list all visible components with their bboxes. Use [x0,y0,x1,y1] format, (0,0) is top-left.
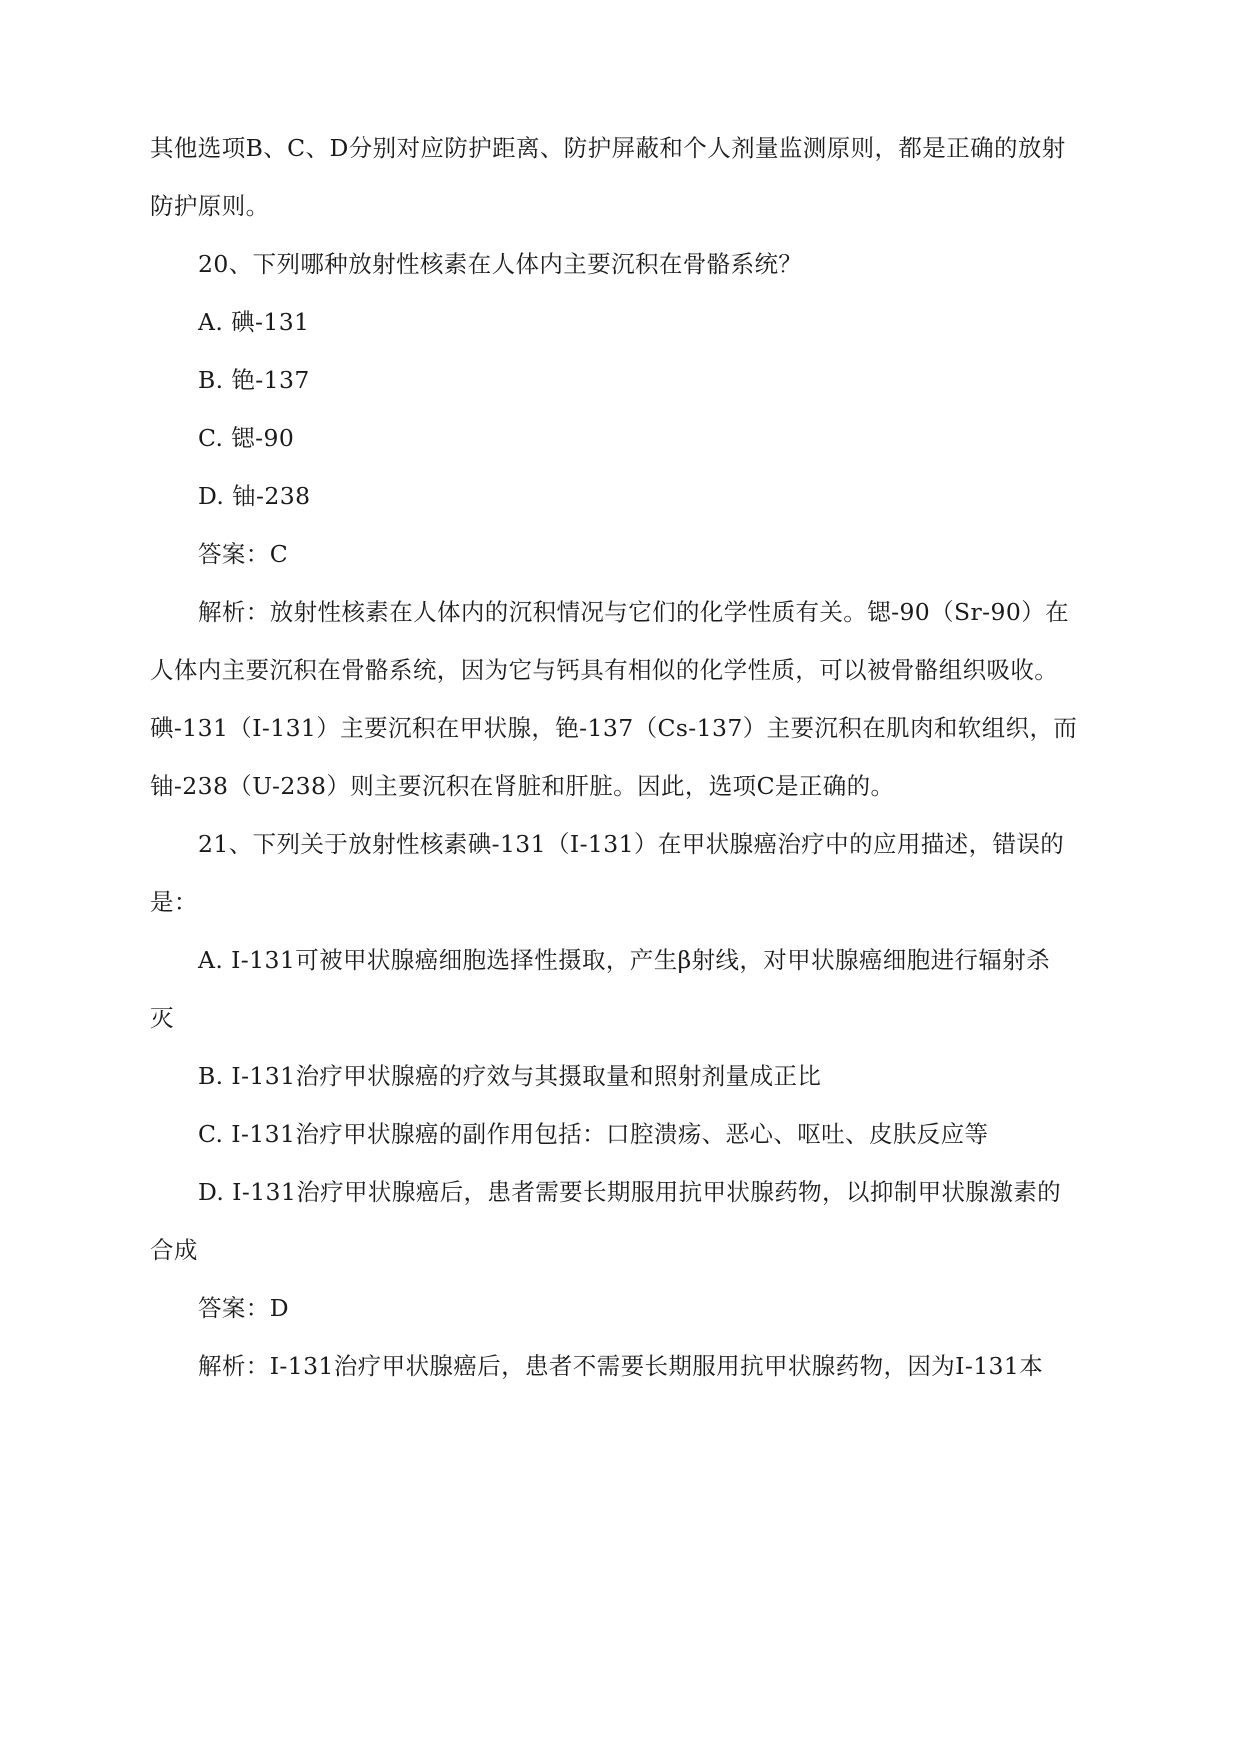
q21-option-a-line-2: 灭 [150,1004,174,1032]
q21-option-b: B. I-131治疗甲状腺癌的疗效与其摄取量和照射剂量成正比 [198,1062,822,1090]
question-20: 20、下列哪种放射性核素在人体内主要沉积在骨骼系统？ [198,250,803,278]
q21-answer: 答案：D [198,1294,289,1322]
question-21-line-2: 是： [150,888,198,916]
q20-option-d: D. 铀-238 [198,482,311,510]
intro-line-2: 防护原则。 [150,192,270,220]
intro-line-1: 其他选项B、C、D分别对应防护距离、防护屏蔽和个人剂量监测原则，都是正确的放射 [150,134,1066,162]
q20-analysis-line-4: 铀-238（U-238）则主要沉积在肾脏和肝脏。因此，选项C是正确的。 [150,772,895,800]
q21-option-a-line-1: A. I-131可被甲状腺癌细胞选择性摄取，产生β射线，对甲状腺癌细胞进行辐射杀 [198,946,1051,974]
q20-option-b: B. 铯-137 [198,366,310,394]
question-21-line-1: 21、下列关于放射性核素碘-131（I-131）在甲状腺癌治疗中的应用描述，错误的 [198,830,1065,858]
q20-answer: 答案：C [198,540,289,568]
q21-analysis-line-1: 解析：I-131治疗甲状腺癌后，患者不需要长期服用抗甲状腺药物，因为I-131本 [198,1352,1044,1380]
q21-option-c: C. I-131治疗甲状腺癌的副作用包括：口腔溃疡、恶心、呕吐、皮肤反应等 [198,1120,989,1148]
q20-option-c: C. 锶-90 [198,424,295,452]
q20-analysis-line-1: 解析：放射性核素在人体内的沉积情况与它们的化学性质有关。锶-90（Sr-90）在 [198,598,1070,626]
q21-option-d-line-2: 合成 [150,1236,198,1264]
q20-option-a: A. 碘-131 [198,308,310,336]
q21-option-d-line-1: D. I-131治疗甲状腺癌后，患者需要长期服用抗甲状腺药物，以抑制甲状腺激素的 [198,1178,1062,1206]
q20-analysis-line-3: 碘-131（I-131）主要沉积在甲状腺，铯-137（Cs-137）主要沉积在肌肉和软组织，而 [150,714,1078,742]
q20-analysis-line-2: 人体内主要沉积在骨骼系统，因为它与钙具有相似的化学性质，可以被骨骼组织吸收。 [150,656,1059,684]
